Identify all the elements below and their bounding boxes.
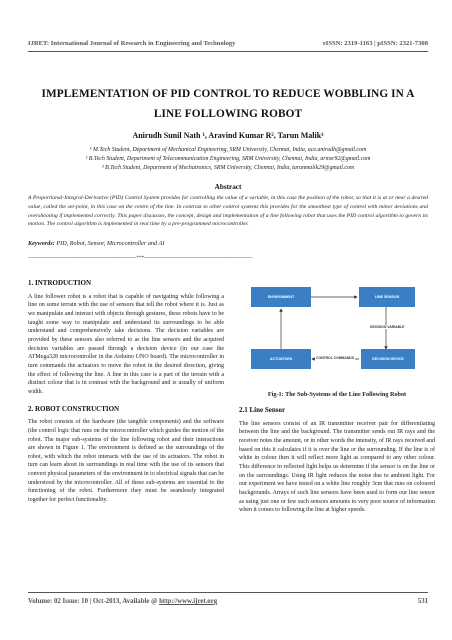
abstract-heading: Abstract — [214, 183, 242, 191]
affiliation-1: ¹ M.Tech Student, Department of Mechanical Engineering, SRM University, Chennai, India, ace.anirudh@gmail.com — [89, 147, 367, 153]
line-sensor-box: LINE SENSOR — [359, 287, 415, 307]
footer-volume — [28, 598, 217, 605]
keywords-label: Keywords: — [28, 240, 55, 247]
header-rule — [28, 51, 428, 52]
footer-volume-text: Volume: 02 Issue: 10 | Oct-2013, Available @ — [28, 598, 158, 605]
figure-caption: Fig-1: The Sub-Systems of the Line Following Robot — [267, 391, 407, 398]
left-column — [28, 279, 224, 505]
intro-text: A line follower robot is a robot that is capable of navigating while following a line on some terrain with the use of sensors that tell the robot where it is. Just as we manipulate and interact with objects through gestures, these robots have to be taught some way to manipulate and understand its surroundings to be able understand and comprehensively take decisions. The decision variables are provided by these sensors also referred to as the line sensors and the acquired decision variables are passed through a decision device (in our case the ATMega328 microcontroller in the Arduino UNO board). The microcontroller in turn commands the actuators to move the robot in the desired direction, giving the effect of following the line. A line in this case is a part of the terrain with a distinct colour that is in contrast with the background and is usually of uniform width. — [28, 293, 224, 395]
page-number: 531 — [417, 598, 428, 605]
environment-box: ENVIRONMENT — [251, 287, 311, 307]
footer-rule — [28, 592, 428, 593]
subsystems-diagram — [241, 282, 433, 382]
actuators-box: ACTUATORS — [251, 349, 311, 369]
footer-url-link[interactable]: http://www.ijret.org — [159, 598, 218, 605]
construction-heading: 2. ROBOT CONSTRUCTION — [28, 404, 120, 413]
affiliation-2: ² B.Tech Student, Department of Telecommunication Engineering, SRM University, Chennai, India, armsr92@gmail.com — [85, 155, 371, 162]
abstract-text: A Proportional-Integral-Derivative (PID) Control System provides for controlling the value of a variable, in this case the position of the robot, so that it is at or near a desired value, called the set-point, in this case on the centre of the line. In contrast to other control systems this provides for the smoothest type of control with minor deviations and overshooting if implemented correctly. This paper discusses, the concept, design and implementation of a line following robot that uses the PID control algorithm to govern its motion. The control algorithm is implemented in real time by a pre-programmed microcontroller. — [28, 195, 428, 228]
affiliation-3: ³ B.Tech Student, Department of Mechatronics, SRM University, Chennai, India, tarunmalik29@gmail.com — [101, 164, 355, 171]
section-separator: --------------------------------------------------------------------***-------------------------------------------------------------------- — [28, 255, 253, 261]
paper-authors: Anirudh Sunil Nath ¹, Aravind Kumar R², Tarun Malik³ — [132, 131, 324, 140]
decision-device-box: DECISION DEVICE — [361, 349, 415, 369]
sensor-heading: 2.1 Line Sensor — [239, 406, 286, 414]
journal-header — [28, 40, 428, 47]
affiliations — [28, 146, 428, 172]
keywords — [28, 240, 428, 247]
intro-heading: 1. INTRODUCTION — [28, 279, 92, 287]
page-footer — [28, 598, 428, 605]
right-column — [239, 406, 435, 515]
journal-issn: eISSN: 2319-1163 | pISSN: 2321-7308 — [322, 40, 428, 47]
paper-title: IMPLEMENTATION OF PID CONTROL TO REDUCE WOBBLING IN A LINE FOLLOWING ROBOT — [41, 88, 415, 120]
decision-variable-label: DECISION VARIABLE — [370, 325, 405, 329]
sensor-text: The line sensors consist of an IR transmitter receiver pair for differentiating between the line and the background. The transmitter sends out IR rays and the receiver notes the amount, or in other words the intensity, of IR rays received and based on this it calculates if it is over the line or the surrounding. If the line is of white in colour then it will reflect more light as compared to any other colour. This difference in reflected light helps us determine if the sensor is on the line or on the surroundings. Using IR light reduces the noise due to ambient light. For our experiment we have tested on a white line roughly 3cm that runs on coloured backgrounds. Arrays of such line sensors have been used to form our line sensor as using just one or few such sensors amounts to very poor source of information when it comes to following the line at higher speeds. — [239, 420, 435, 514]
construction-text: The robot consists of the hardware (the tangible components) and the software (the control logic that runs on the microcontroller which guides the motion of the robot. The major sub-systems of the line following robot and their interactions are shown in Figure 1. The environment is defined as the surroundings of the robot, with which the robot interacts with the use of its actuators. The robot in turn can learn about its surroundings in real time with the use of its sensors that convert physical parameters of the environment in to electrical signals that can be understood by the microcontroller. All of these sub-systems are essential to the functioning of the robot. Furthermore they must be seamlessly integrated together for perfect functionality. — [28, 419, 224, 504]
keywords-text: PID, Robot, Sensor, Microcontroller and AI — [56, 240, 165, 247]
journal-name: IJRET: International Journal of Research in Engineering and Technology — [28, 40, 236, 47]
control-commands-label: CONTROL COMMANDS — [316, 356, 354, 360]
